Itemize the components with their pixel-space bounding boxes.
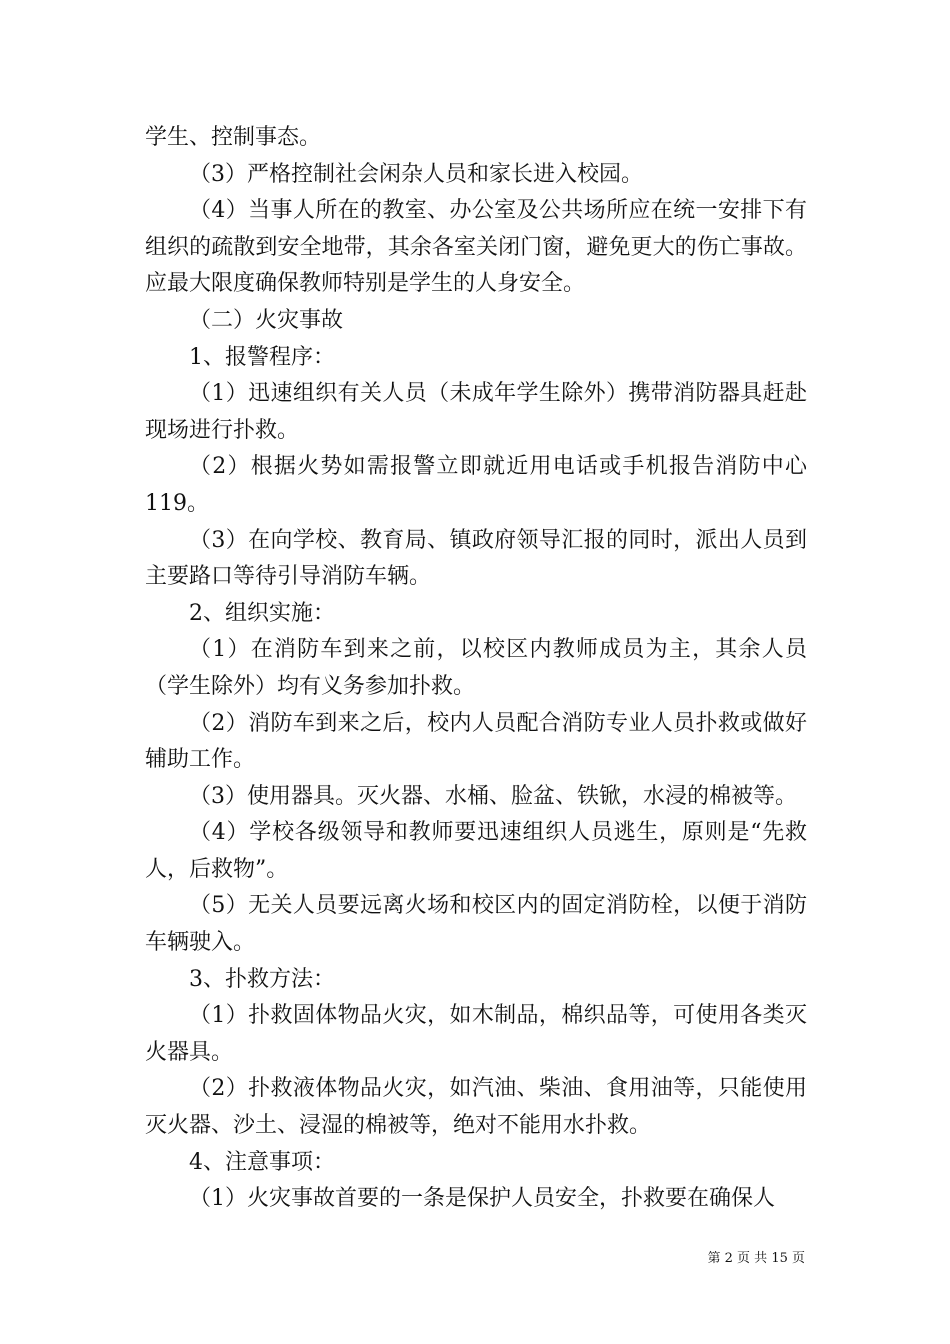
paragraph: （1）在消防车到来之前，以校区内教师成员为主，其余人员（学生除外）均有义务参加扑救。 [145,637,807,699]
paragraph: （2）扑救液体物品火灾，如汽油、柴油、食用油等，只能使用灭火器、沙土、浸湿的棉被等，绝对不能用水扑救。 [145,1076,807,1139]
paragraph: （1）火灾事故首要的一条是保护人员安全，扑救要在确保人 [189,1186,775,1212]
paragraph: （2）消防车到来之后，校内人员配合消防专业人员扑救或做好辅助工作。 [145,710,807,773]
paragraph: （4）当事人所在的教室、办公室及公共场所应在统一安排下有组织的疏散到安全地带，其余各室关闭门窗，避免更大的伤亡事故。应最大限度确保教师特别是学生的人身安全。 [145,198,807,297]
document-body [145,120,807,1218]
paragraph: （2）根据火势如需报警立即就近用电话或手机报告消防中心119。 [145,454,807,516]
subheading: 3、扑救方法： [189,966,335,992]
paragraph: （1）迅速组织有关人员（未成年学生除外）携带消防器具赶赴现场进行扑救。 [145,381,807,443]
paragraph: （4）学校各级领导和教师要迅速组织人员逃生，原则是“先救人，后救物”。 [145,820,807,882]
page-number-footer: 第 2 页 共 15 页 [707,1251,805,1266]
paragraph: （3）严格控制社会闲杂人员和家长进入校园。 [189,161,643,187]
paragraph: （3）使用器具。灭火器、水桶、脸盆、铁锨，水浸的棉被等。 [189,783,797,809]
subheading: 4、注意事项： [189,1149,335,1175]
paragraph: 学生、控制事态。 [145,125,322,150]
paragraph: （3）在向学校、教育局、镇政府领导汇报的同时，派出人员到主要路口等待引导消防车辆。 [145,527,807,590]
section-heading: （二）火灾事故 [189,307,344,333]
subheading: 2、组织实施： [189,600,335,626]
paragraph: （1）扑救固体物品火灾，如木制品，棉织品等，可使用各类灭火器具。 [145,1003,807,1065]
subheading: 1、报警程序： [189,344,335,370]
paragraph: （5）无关人员要远离火场和校区内的固定消防栓，以便于消防车辆驶入。 [145,893,807,956]
